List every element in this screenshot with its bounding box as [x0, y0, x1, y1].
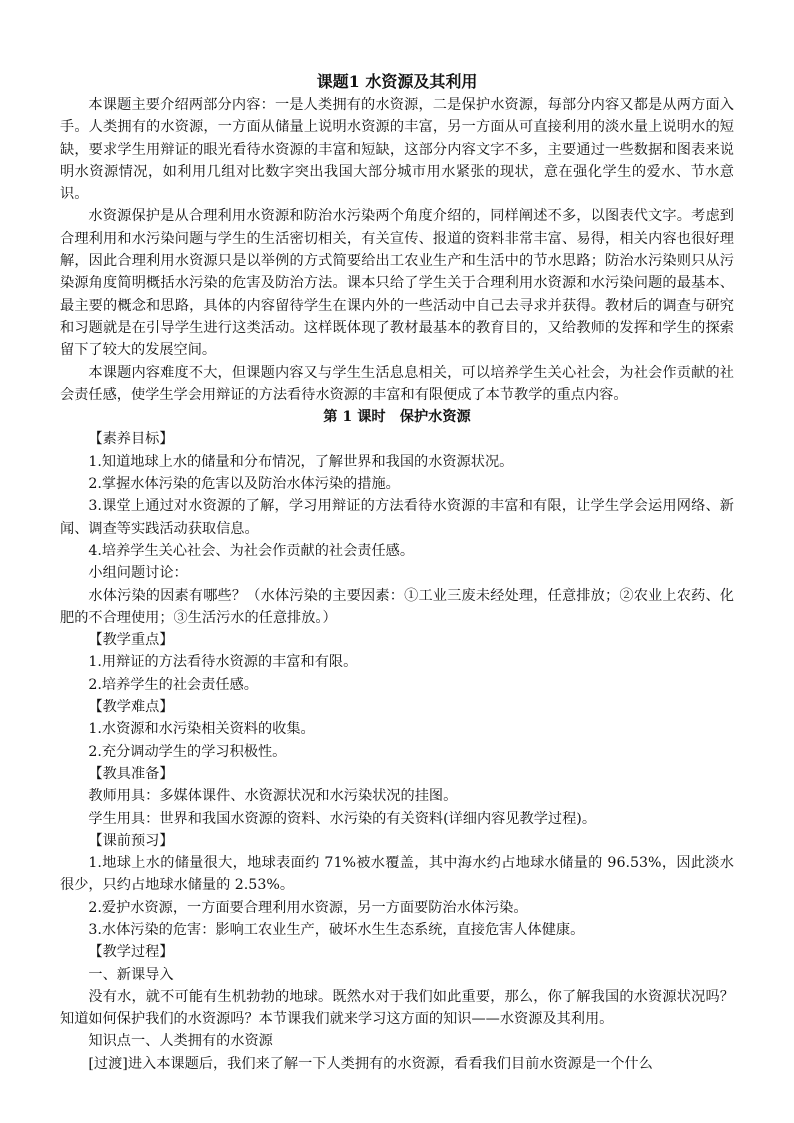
intro-paragraph-2: 水资源保护是从合理利用水资源和防治水污染两个角度介绍的，同样阐述不多，以图表代文字。考虑到合理利用和水污染问题与学生的生活密切相关，有关宣传、报道的资料非常丰富、易得，相关内容也很好理解，因此合理利用水资源只是以举例的方式简要给出工农业生产和生活中的节水思路；防治水污染则只从污染源角度简明概括水污染的危害及防治方法。课本只给了学生关于合理利用水资源和水污染问题的最基本、最主要的概念和思路，具体的内容留待学生在课内外的一些活动中自己去寻求并获得。教材后的调查与研究和习题就是在引导学生进行这类活动。这样既体现了教材最基本的教育目的，又给教师的发挥和学生的探索留下了较大的发展空间。: [60, 208, 734, 359]
teacher-tools: 教师用具：多媒体课件、水资源状况和水污染状况的挂图。: [88, 788, 458, 805]
student-tools: 学生用具：世界和我国水资源的资料、水污染的有关资料(详细内容见教学过程)。: [88, 810, 597, 827]
lesson-title: 第 1 课时 保护水资源: [323, 409, 471, 426]
intro-text: 没有水，就不可能有生机勃勃的地球。既然水对于我们如此重要，那么，你了解我国的水资源状况吗？知道如何保护我们的水资源吗？本节课我们就来学习这方面的知识——水资源及其利用。: [60, 988, 734, 1028]
preview-item: 2.爱护水资源，一方面要合理利用水资源，另一方面要防治水体污染。: [88, 899, 528, 916]
key-point: 2.培养学生的社会责任感。: [88, 676, 258, 693]
goal-item: 4.培养学生关心社会、为社会作贡献的社会责任感。: [88, 542, 415, 559]
page-title: 课题1 水资源及其利用: [316, 72, 478, 91]
difficult-point: 1.水资源和水污染相关资料的收集。: [88, 721, 315, 738]
key-heading: 【教学重点】: [88, 632, 174, 649]
document-page: [60, 70, 734, 1075]
discussion-text: 水体污染的因素有哪些？（水体污染的主要因素：①工业三废未经处理，任意排放；②农业上农药、化肥的不合理使用；③生活污水的任意排放。）: [60, 587, 734, 626]
transition-text: [过渡]进入本课题后，我们来了解一下人类拥有的水资源，看看我们目前水资源是一个什么: [88, 1055, 653, 1072]
knowledge-heading: 知识点一、人类拥有的水资源: [88, 1033, 273, 1050]
key-point: 1.用辩证的方法看待水资源的丰富和有限。: [88, 654, 358, 671]
difficult-point: 2.充分调动学生的学习积极性。: [88, 743, 287, 760]
goals-heading: 【素养目标】: [88, 431, 174, 448]
preview-heading: 【课前预习】: [88, 832, 174, 849]
preview-item: 1.地球上水的储量很大，地球表面约 71%被水覆盖，其中海水约占地球水储量的 96.53%，因此淡水很少，只约占地球水储量的 2.53%。: [60, 855, 734, 894]
difficult-heading: 【教学难点】: [88, 699, 174, 716]
goal-item: 2.掌握水体污染的危害以及防治水体污染的措施。: [88, 476, 400, 493]
preview-item: 3.水体污染的危害：影响工农业生产，破坏水生生态系统，直接危害人体健康。: [88, 921, 585, 938]
process-heading: 【教学过程】: [88, 944, 174, 961]
intro-paragraph-1: 本课题主要介绍两部分内容：一是人类拥有的水资源，二是保护水资源，每部分内容又都是从两方面入手。人类拥有的水资源，一方面从储量上说明水资源的丰富，另一方面从可直接利用的淡水量上说明水的短缺，要求学生用辩证的眼光看待水资源的丰富和短缺，这部分内容文字不多，主要通过一些数据和图表来说明水资源情况，如利用几组对比数字突出我国大部分城市用水紧张的现状，意在强化学生的爱水、节水意识。: [60, 97, 734, 203]
tools-heading: 【教具准备】: [88, 765, 174, 782]
goal-item: 3.课堂上通过对水资源的了解，学习用辩证的方法看待水资源的丰富和有限，让学生学会运用网络、新闻、调查等实践活动获取信息。: [60, 498, 734, 537]
intro-paragraph-3: 本课题内容难度不大，但课题内容又与学生生活息息相关，可以培养学生关心社会，为社会作贡献的社会责任感，使学生学会用辩证的方法看待水资源的丰富和有限便成了本节教学的重点内容。: [60, 364, 734, 403]
goal-item: 1.知道地球上水的储量和分布情况，了解世界和我国的水资源状况。: [88, 453, 514, 470]
discussion-heading: 小组问题讨论：: [88, 565, 188, 582]
intro-heading: 一、新课导入: [88, 966, 174, 983]
